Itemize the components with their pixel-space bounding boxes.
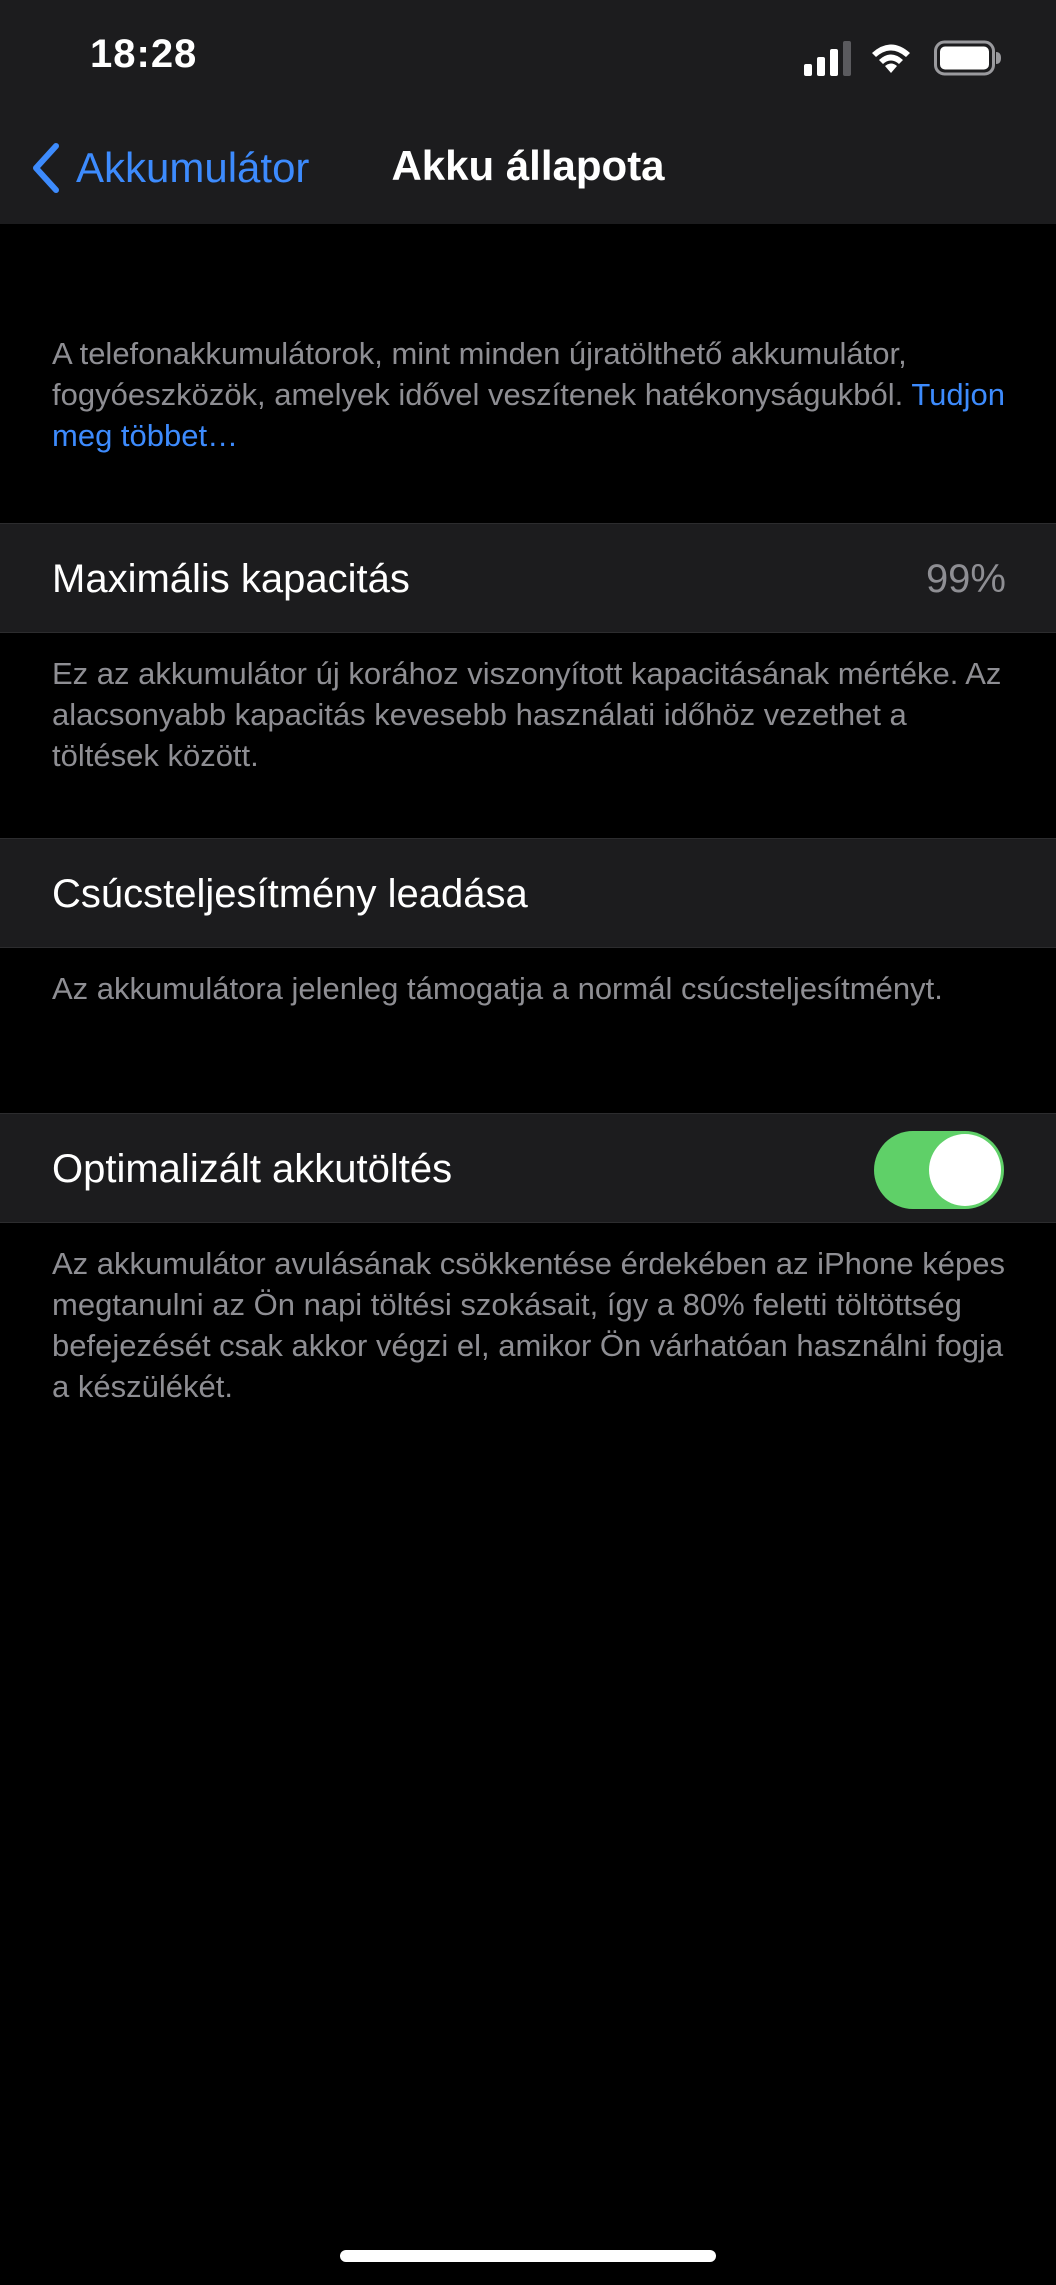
status-bar xyxy=(0,0,1056,110)
back-button[interactable] xyxy=(28,138,309,198)
peak-performance-label: Csúcsteljesítmény leadása xyxy=(52,872,528,916)
cellular-signal-icon xyxy=(802,40,852,76)
wifi-icon xyxy=(870,41,912,75)
chevron-left-icon xyxy=(28,140,64,196)
max-capacity-footer: Ez az akkumulátor új korához viszonyított kapacitásának mértéke. Az alacsonyabb kapacitás kevesebb használati időhöz vezethet a töltések között. xyxy=(52,656,1002,773)
intro-text: A telefonakkumulátorok, mint minden újratölthető akkumulátor, fogyóeszközök, amelyek idővel veszítenek hatékonyságukból. xyxy=(52,336,907,412)
back-button-label: Akkumulátor xyxy=(76,144,310,191)
max-capacity-cell xyxy=(0,523,1056,633)
max-capacity-label: Maximális kapacitás xyxy=(52,557,410,601)
toggle-knob xyxy=(929,1134,1001,1206)
peak-performance-footer: Az akkumulátora jelenleg támogatja a normál csúcsteljesítményt. xyxy=(52,971,943,1006)
home-indicator[interactable] xyxy=(340,2250,716,2262)
intro-description xyxy=(52,333,1012,456)
optimized-charging-cell xyxy=(0,1113,1056,1223)
optimized-charging-label: Optimalizált akkutöltés xyxy=(52,1147,453,1191)
max-capacity-value: 99% xyxy=(925,557,1006,601)
page-title-text: Akku állapota xyxy=(391,142,665,189)
peak-performance-cell xyxy=(0,838,1056,948)
battery-icon xyxy=(934,40,1002,76)
status-time: 18:28 xyxy=(90,32,198,76)
status-icons xyxy=(802,38,1002,78)
optimized-charging-toggle[interactable] xyxy=(874,1131,1004,1209)
navigation-bar xyxy=(0,110,1056,224)
learn-more-link[interactable]: Tudjon meg többet… xyxy=(52,377,1005,453)
optimized-charging-footer: Az akkumulátor avulásának csökkentése érdekében az iPhone képes megtanulni az Ön napi töltési szokásait, így a 80% feletti töltöttség befejezését csak akkor végzi el, amikor Ön várhatóan használni fogja a készülékét. xyxy=(52,1246,1005,1404)
